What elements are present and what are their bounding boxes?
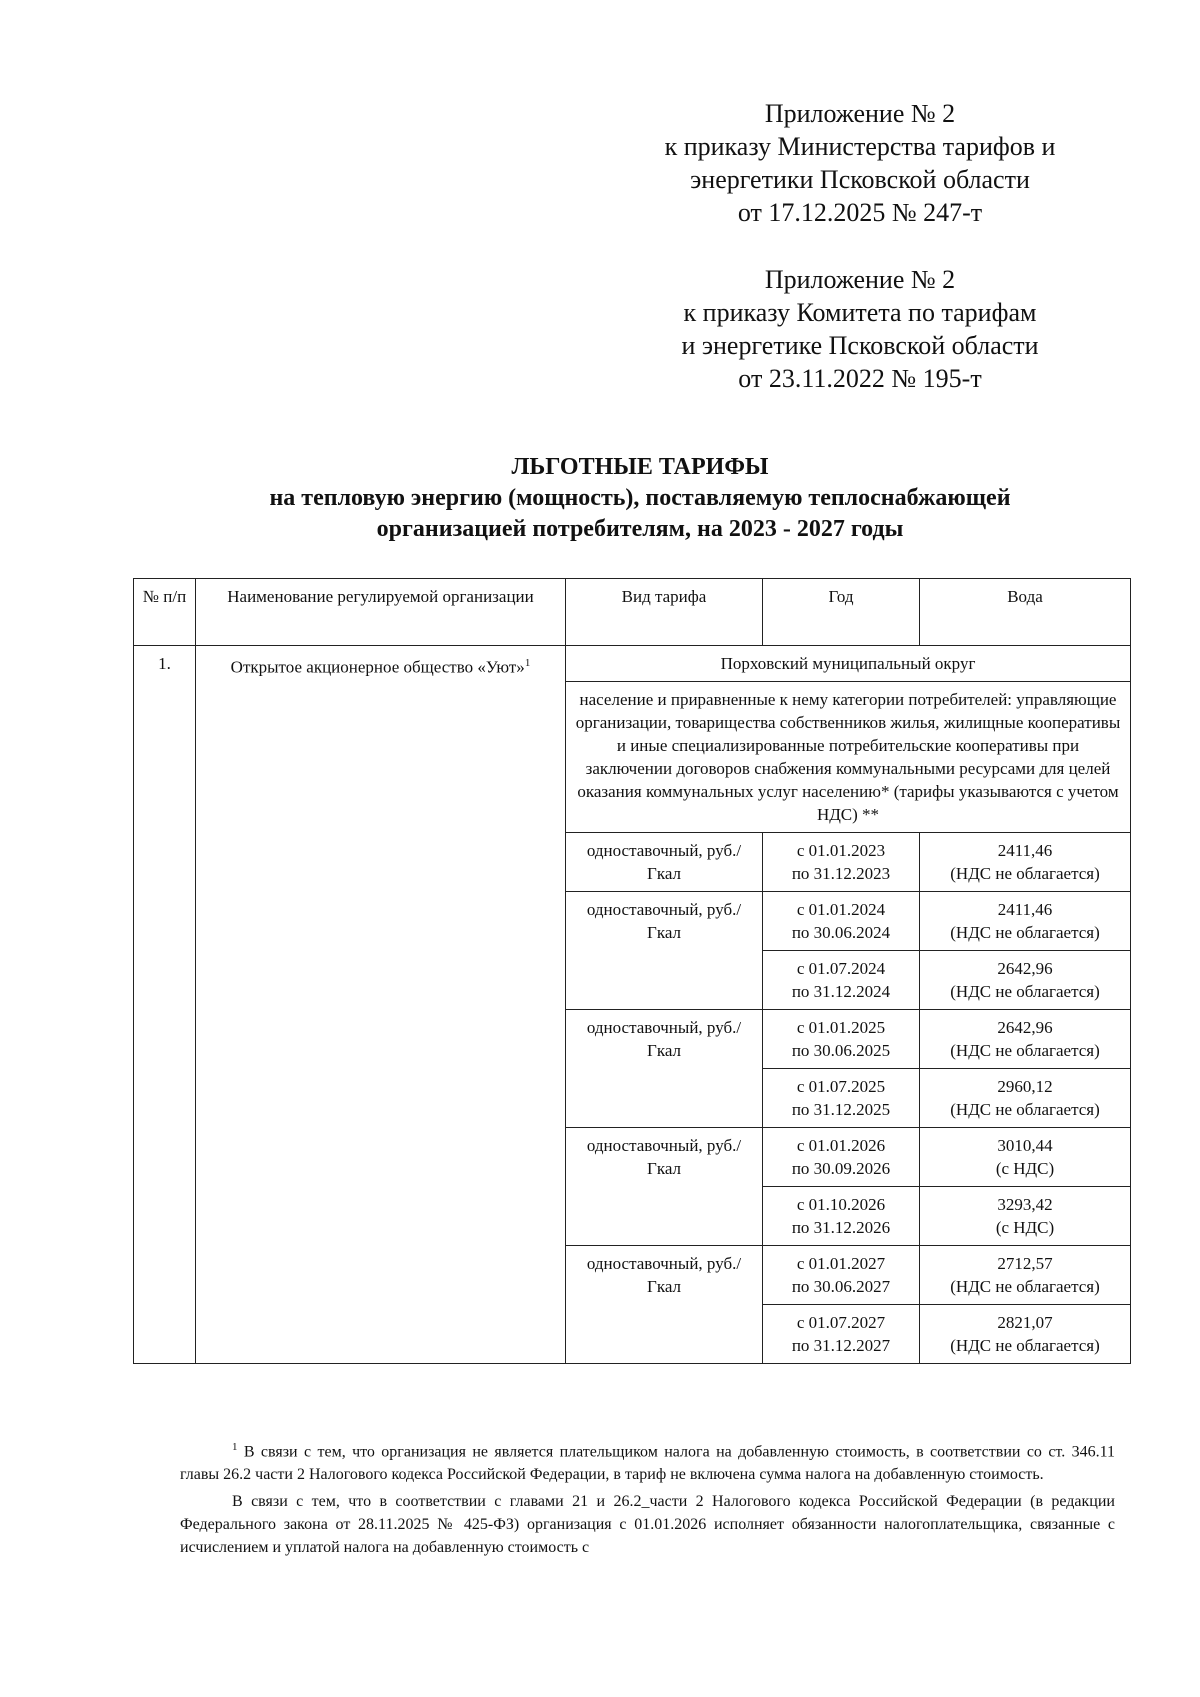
period-to: по 30.06.2027: [791, 1277, 891, 1296]
footnote-1: [180, 1436, 1115, 1486]
period-from: с 01.01.2024: [796, 900, 886, 919]
period-from: с 01.01.2027: [796, 1254, 886, 1273]
tariff-value: 2642,96: [997, 959, 1053, 978]
document-title: [120, 452, 1160, 545]
period-from: с 01.07.2027: [796, 1313, 886, 1332]
period-dates: [763, 1187, 920, 1246]
period-dates: [763, 1128, 920, 1187]
header-year: Год: [763, 579, 920, 646]
period-dates: [763, 1246, 920, 1305]
tariff-value-cell: [920, 1010, 1131, 1069]
title-line: на тепловую энергию (мощность), поставляемую теплоснабжающей: [269, 485, 1011, 511]
vat-note: (НДС не облагается): [950, 982, 1100, 1001]
period-dates: [763, 951, 920, 1010]
row-number: 1.: [134, 646, 196, 1364]
period-dates: [763, 1010, 920, 1069]
tariff-type: одноставочный, руб./Гкал: [566, 1010, 763, 1128]
tariff-value-cell: [920, 1246, 1131, 1305]
vat-note: (НДС не облагается): [950, 1277, 1100, 1296]
period-to: по 30.06.2024: [791, 923, 891, 942]
consumer-group: население и приравненные к нему категории потребителей: управляющие организации, товарищества собственников жилья, жилищные кооперативы и иные специализированные потребительские кооперативы при заключении договоров снабжения коммунальными ресурсами для целей оказания коммунальных услуг населению* (тарифы указываются с учетом НДС) **: [566, 682, 1131, 833]
period-to: по 30.06.2025: [791, 1041, 891, 1060]
table-header-row: [134, 579, 1131, 646]
period-to: по 31.12.2024: [791, 982, 891, 1001]
annex-line: Приложение № 2: [764, 99, 956, 128]
period-to: по 31.12.2026: [791, 1218, 891, 1237]
district-name: Порховский муниципальный округ: [566, 646, 1131, 682]
period-to: по 31.12.2027: [791, 1336, 891, 1355]
title-line: организацией потребителям, на 2023 - 2027 годы: [376, 516, 904, 542]
tariff-value: 2411,46: [997, 841, 1053, 860]
tariff-type: одноставочный, руб./Гкал: [566, 892, 763, 1010]
period-from: с 01.01.2025: [796, 1018, 886, 1037]
vat-note: (НДС не облагается): [950, 1336, 1100, 1355]
annex-header-current: [600, 97, 1120, 229]
tariff-value-cell: [920, 951, 1131, 1010]
tariff-value: 3010,44: [997, 1136, 1053, 1155]
tariff-value-cell: [920, 1305, 1131, 1364]
organization-name: [196, 646, 566, 1364]
annex-line: к приказу Комитета по тарифам: [683, 298, 1037, 327]
period-dates: [763, 892, 920, 951]
tariff-type: одноставочный, руб./Гкал: [566, 1128, 763, 1246]
tariff-value: 2821,07: [997, 1313, 1053, 1332]
period-dates: [763, 1305, 920, 1364]
annex-line: к приказу Министерства тарифов и: [664, 132, 1056, 161]
tariff-value: 2712,57: [997, 1254, 1053, 1273]
tariff-value-cell: [920, 833, 1131, 892]
annex-line: энергетики Псковской области: [690, 165, 1030, 194]
period-from: с 01.07.2024: [796, 959, 886, 978]
footnote-1-text: В связи с тем, что организация не является плательщиком налога на добавленную стоимость, в соответствии со ст. 346.11 главы 26.2 части 2 Налогового кодекса Российской Федерации, в тариф не включена сумма налога на добавленную стоимость.: [180, 1443, 1115, 1484]
footnote-2: В связи с тем, что в соответствии с главами 21 и 26.2_части 2 Налогового кодекса Российской Федерации (в редакции Федерального закона от 28.11.2025 № 425-ФЗ) организация с 01.01.2026 исполняет обязанности налогоплательщика, связанные с исчислением и уплатой налога на добавленную стоимость с: [180, 1493, 1115, 1557]
period-dates: [763, 1069, 920, 1128]
header-num: № п/п: [134, 579, 196, 646]
tariff-value: 3293,42: [997, 1195, 1053, 1214]
footnote-mark: 1: [524, 657, 531, 669]
period-to: по 30.09.2026: [791, 1159, 891, 1178]
tariff-value: 2411,46: [997, 900, 1053, 919]
tariff-value-cell: [920, 892, 1131, 951]
tariff-value: 2960,12: [997, 1077, 1053, 1096]
vat-note: (с НДС): [995, 1218, 1055, 1237]
annex-line: от 23.11.2022 № 195-т: [738, 364, 982, 393]
annex-header-original: [600, 263, 1120, 395]
vat-note: (с НДС): [995, 1159, 1055, 1178]
district-row: [134, 646, 1131, 682]
vat-note: (НДС не облагается): [950, 923, 1100, 942]
tariff-type: одноставочный, руб./Гкал: [566, 1246, 763, 1364]
period-dates: [763, 833, 920, 892]
vat-note: (НДС не облагается): [950, 864, 1100, 883]
period-from: с 01.10.2026: [796, 1195, 886, 1214]
period-to: по 31.12.2023: [791, 864, 891, 883]
annex-line: и энергетике Псковской области: [681, 331, 1039, 360]
footnote-1-mark: 1: [232, 1441, 238, 1453]
tariff-value-cell: [920, 1069, 1131, 1128]
organization-name-text: Открытое акционерное общество «Уют»: [230, 657, 525, 677]
tariff-value-cell: [920, 1128, 1131, 1187]
period-to: по 31.12.2025: [791, 1100, 891, 1119]
period-from: с 01.07.2025: [796, 1077, 886, 1096]
tariff-table: [133, 578, 1131, 1364]
period-from: с 01.01.2026: [796, 1136, 886, 1155]
annex-line: от 17.12.2025 № 247-т: [737, 198, 983, 227]
vat-note: (НДС не облагается): [950, 1041, 1100, 1060]
title-line: ЛЬГОТНЫЕ ТАРИФЫ: [511, 454, 769, 480]
header-type: Вид тарифа: [566, 579, 763, 646]
tariff-type: одноставочный, руб./Гкал: [566, 833, 763, 892]
tariff-value: 2642,96: [997, 1018, 1053, 1037]
header-org: Наименование регулируемой организации: [196, 579, 566, 646]
tariff-value-cell: [920, 1187, 1131, 1246]
annex-line: Приложение № 2: [764, 265, 956, 294]
footnotes: [180, 1436, 1115, 1563]
period-from: с 01.01.2023: [796, 841, 886, 860]
vat-note: (НДС не облагается): [950, 1100, 1100, 1119]
header-water: Вода: [920, 579, 1131, 646]
